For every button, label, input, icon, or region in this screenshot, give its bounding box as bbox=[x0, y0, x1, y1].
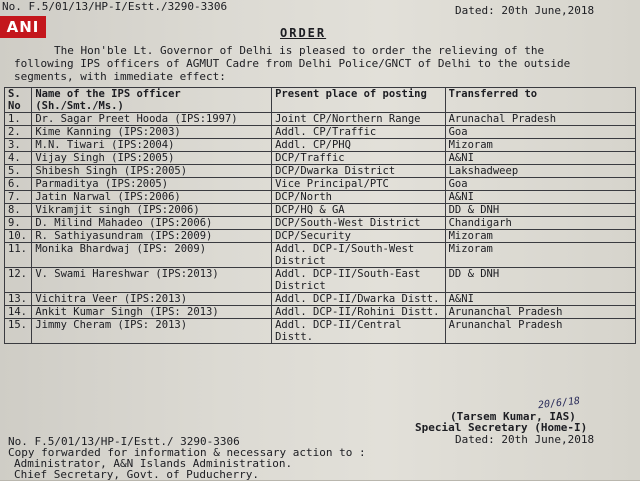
cell-transferred-to: A&NI bbox=[445, 152, 635, 165]
cell-transferred-to: Mizoram bbox=[445, 139, 635, 152]
intro-line: segments, with immediate effect: bbox=[14, 70, 226, 83]
cell-transferred-to: Arunanchal Pradesh bbox=[445, 306, 635, 319]
table-row bbox=[5, 204, 636, 217]
table-row bbox=[5, 152, 636, 165]
date-top: Dated: 20th June,2018 bbox=[455, 4, 595, 17]
header-present-posting: Present place of posting bbox=[272, 88, 446, 113]
cell-sno: 13. bbox=[5, 293, 32, 306]
cell-transferred-to: Lakshadweep bbox=[445, 165, 635, 178]
cell-officer-name: Kime Kanning (IPS:2003) bbox=[32, 126, 272, 139]
table-row bbox=[5, 139, 636, 152]
cell-transferred-to: Arunanchal Pradesh bbox=[445, 319, 635, 344]
table-row bbox=[5, 243, 636, 268]
header-name: Name of the IPS officer (Sh./Smt./Ms.) bbox=[32, 88, 272, 113]
table-row bbox=[5, 126, 636, 139]
cell-sno: 10. bbox=[5, 230, 32, 243]
cell-officer-name: Shibesh Singh (IPS:2005) bbox=[32, 165, 272, 178]
officers-table bbox=[4, 87, 636, 344]
cell-officer-name: V. Swami Hareshwar (IPS:2013) bbox=[32, 268, 272, 293]
header-sno: S. No bbox=[5, 88, 32, 113]
reference-number-top: No. F.5/01/13/HP-I/Estt./3290-3306 bbox=[2, 0, 228, 13]
cell-transferred-to: Goa bbox=[445, 178, 635, 191]
cell-transferred-to: Goa bbox=[445, 126, 635, 139]
table-row bbox=[5, 319, 636, 344]
cell-present-posting: DCP/Dwarka District bbox=[272, 165, 446, 178]
header-transferred-to: Transferred to bbox=[445, 88, 635, 113]
cell-transferred-to: DD & DNH bbox=[445, 268, 635, 293]
cell-present-posting: Vice Principal/PTC bbox=[272, 178, 446, 191]
cell-officer-name: M.N. Tiwari (IPS:2004) bbox=[32, 139, 272, 152]
table-row bbox=[5, 178, 636, 191]
intro-line: following IPS officers of AGMUT Cadre from Delhi Police/GNCT of Delhi to the outside bbox=[14, 57, 571, 70]
table-row bbox=[5, 230, 636, 243]
cell-present-posting: Addl. CP/PHQ bbox=[272, 139, 446, 152]
cell-officer-name: Dr. Sagar Preet Hooda (IPS:1997) bbox=[32, 113, 272, 126]
cell-sno: 12. bbox=[5, 268, 32, 293]
cell-officer-name: Jimmy Cheram (IPS: 2013) bbox=[32, 319, 272, 344]
cell-present-posting: Addl. DCP-II/Central Distt. bbox=[272, 319, 446, 344]
cell-sno: 4. bbox=[5, 152, 32, 165]
cell-officer-name: Parmaditya (IPS:2005) bbox=[32, 178, 272, 191]
cell-present-posting: Addl. DCP-II/Rohini Distt. bbox=[272, 306, 446, 319]
cell-transferred-to: Arunachal Pradesh bbox=[445, 113, 635, 126]
cell-transferred-to: Mizoram bbox=[445, 243, 635, 268]
cell-sno: 9. bbox=[5, 217, 32, 230]
cell-present-posting: DCP/HQ & GA bbox=[272, 204, 446, 217]
table-header-row bbox=[5, 88, 636, 113]
footer-line: Administrator, A&N Islands Administration. bbox=[14, 457, 293, 470]
cell-sno: 1. bbox=[5, 113, 32, 126]
cell-officer-name: Vichitra Veer (IPS:2013) bbox=[32, 293, 272, 306]
cell-officer-name: Vijay Singh (IPS:2005) bbox=[32, 152, 272, 165]
cell-present-posting: Addl. DCP-II/Dwarka Distt. bbox=[272, 293, 446, 306]
cell-officer-name: Ankit Kumar Singh (IPS: 2013) bbox=[32, 306, 272, 319]
cell-sno: 2. bbox=[5, 126, 32, 139]
table-row bbox=[5, 268, 636, 293]
cell-sno: 7. bbox=[5, 191, 32, 204]
cell-transferred-to: DD & DNH bbox=[445, 204, 635, 217]
cell-present-posting: Addl. CP/Traffic bbox=[272, 126, 446, 139]
copy-forward-section bbox=[8, 436, 366, 480]
cell-present-posting: Addl. DCP-I/South-West District bbox=[272, 243, 446, 268]
cell-officer-name: Vikramjit singh (IPS:2006) bbox=[32, 204, 272, 217]
cell-officer-name: Monika Bhardwaj (IPS: 2009) bbox=[32, 243, 272, 268]
intro-line: The Hon'ble Lt. Governor of Delhi is pleased to order the relieving of the bbox=[54, 44, 545, 57]
cell-present-posting: DCP/Security bbox=[272, 230, 446, 243]
signatory-designation: Special Secretary (Home-I) bbox=[415, 421, 588, 434]
cell-sno: 14. bbox=[5, 306, 32, 319]
cell-present-posting: DCP/North bbox=[272, 191, 446, 204]
cell-transferred-to: A&NI bbox=[445, 191, 635, 204]
footer-line: Copy forwarded for information & necessary action to : bbox=[8, 446, 366, 459]
cell-officer-name: R. Sathiyasundram (IPS:2009) bbox=[32, 230, 272, 243]
date-bottom: Dated: 20th June,2018 bbox=[455, 433, 595, 446]
footer-line: Chief Secretary, Govt. of Puducherry. bbox=[14, 468, 260, 481]
cell-transferred-to: A&NI bbox=[445, 293, 635, 306]
cell-sno: 8. bbox=[5, 204, 32, 217]
cell-sno: 5. bbox=[5, 165, 32, 178]
cell-present-posting: Joint CP/Northern Range bbox=[272, 113, 446, 126]
cell-sno: 3. bbox=[5, 139, 32, 152]
cell-officer-name: D. Milind Mahadeo (IPS:2006) bbox=[32, 217, 272, 230]
table-row bbox=[5, 113, 636, 126]
table-row bbox=[5, 306, 636, 319]
order-title: ORDER bbox=[280, 26, 327, 40]
cell-transferred-to: Mizoram bbox=[445, 230, 635, 243]
table-row bbox=[5, 191, 636, 204]
cell-officer-name: Jatin Narwal (IPS:2006) bbox=[32, 191, 272, 204]
cell-transferred-to: Chandigarh bbox=[445, 217, 635, 230]
cell-sno: 11. bbox=[5, 243, 32, 268]
cell-present-posting: DCP/South-West District bbox=[272, 217, 446, 230]
cell-present-posting: DCP/Traffic bbox=[272, 152, 446, 165]
cell-sno: 6. bbox=[5, 178, 32, 191]
footer-line: No. F.5/01/13/HP-I/Estt./ 3290-3306 bbox=[8, 435, 240, 448]
table-row bbox=[5, 293, 636, 306]
handwritten-signature-date: 20/6/18 bbox=[537, 395, 581, 412]
intro-paragraph bbox=[14, 44, 639, 83]
cell-sno: 15. bbox=[5, 319, 32, 344]
table-row bbox=[5, 165, 636, 178]
ani-logo-badge: ANI bbox=[0, 16, 46, 38]
signatory-name: (Tarsem Kumar, IAS) bbox=[450, 410, 576, 423]
table-row bbox=[5, 217, 636, 230]
cell-present-posting: Addl. DCP-II/South-East District bbox=[272, 268, 446, 293]
